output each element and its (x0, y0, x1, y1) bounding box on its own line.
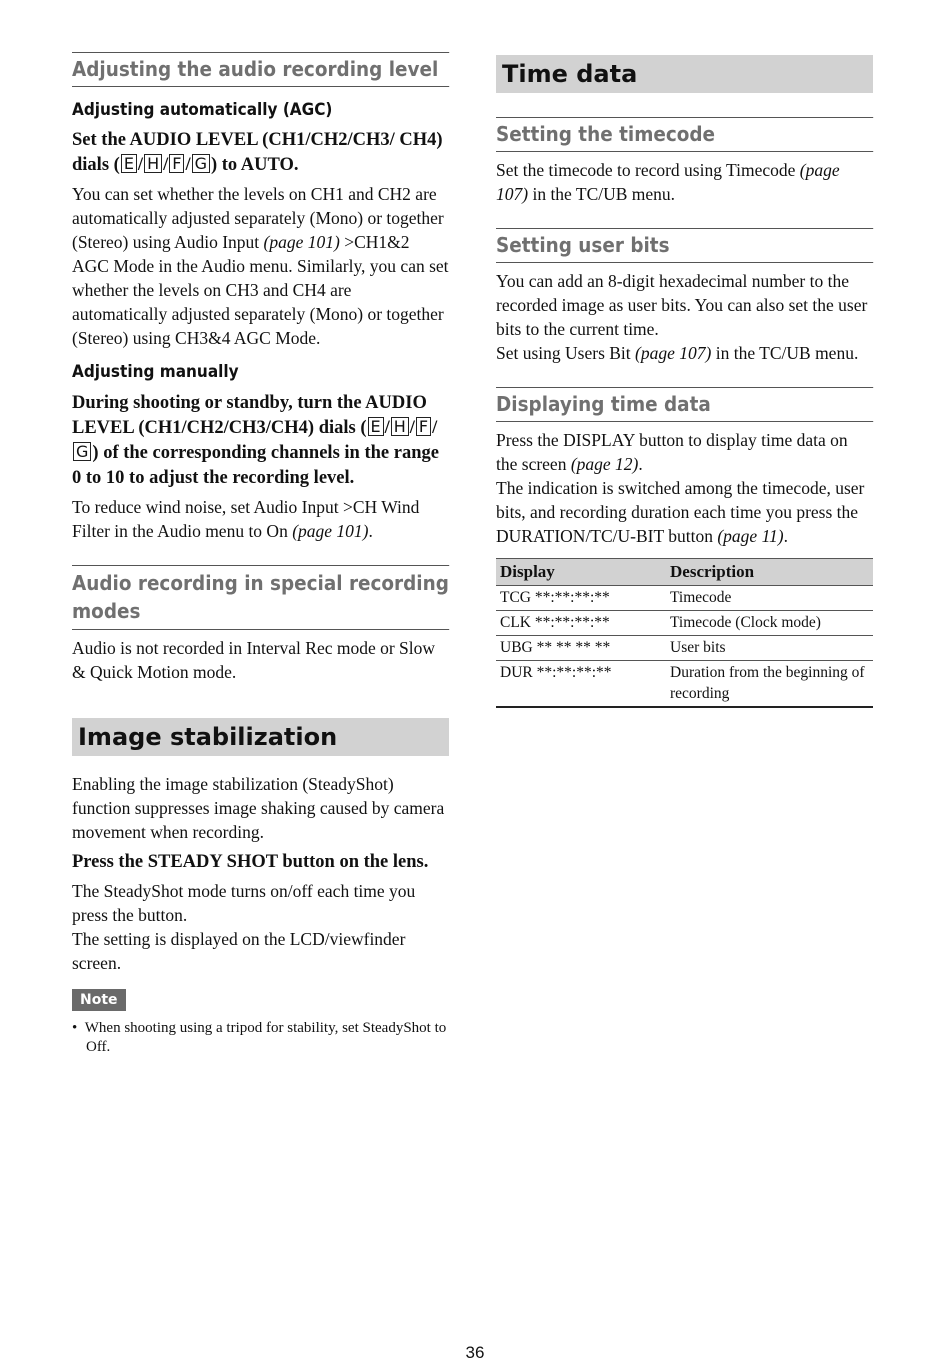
stabilization-body-1: The SteadyShot mode turns on/off each time you press the button. (72, 881, 416, 925)
user-bits-set (496, 341, 873, 365)
heading-manual: Adjusting manually (72, 362, 239, 382)
key-separator: / (137, 155, 144, 175)
step-manual-text-pre: During shooting or standby, turn the AUDIO LEVEL (CH1/CH2/CH3/CH4) dials ( (72, 393, 427, 438)
page-ref-101[interactable]: (page 101) (292, 521, 369, 541)
timecode-description (496, 158, 873, 206)
table-row (496, 611, 873, 636)
cell-display: DUR **:**:**:** (496, 661, 666, 708)
dial-e-key: E (368, 417, 384, 436)
heading-setting-user-bits: Setting user bits (496, 228, 873, 263)
heading-displaying-time-data: Displaying time data (496, 387, 873, 422)
note-text: When shooting using a tripod for stability, set SteadyShot to Off. (84, 1020, 447, 1055)
agc-description-text: You can set whether the levels on CH1 and CH2 are automatically adjusted separately (Mono) or together (Stereo) using Audio Input (72, 184, 444, 252)
manual-description-text: To reduce wind noise, set Audio Input >CH Wind Filter in the Audio menu to On (72, 497, 420, 541)
page-ref-101[interactable]: (page 101) (263, 232, 340, 252)
dial-h-key: H (391, 417, 409, 436)
key-separator: / (409, 418, 415, 438)
section-heading-audio-level: Adjusting the audio recording level (72, 52, 449, 87)
page-number: 36 (465, 1343, 485, 1362)
bullet-icon: • (72, 1020, 78, 1036)
step-steady-shot: Press the STEADY SHOT button on the lens. (72, 852, 429, 872)
section-heading-image-stabilization: Image stabilization (72, 718, 449, 756)
stabilization-intro: Enabling the image stabilization (SteadyShot) function suppresses image shaking caused by camera movement when recording. (72, 774, 445, 842)
display-description-2-text: The indication is switched among the timecode, user bits, and recording duration each time you press the DURATION/TC/U-BIT button (496, 478, 865, 546)
heading-setting-timecode: Setting the timecode (496, 117, 873, 152)
page-ref-107[interactable]: (page 107) (496, 160, 840, 204)
table-row (496, 586, 873, 611)
cell-display: TCG **:**:**:** (496, 586, 666, 611)
step-manual-text-post: ) of the corresponding channels in the range 0 to 10 to adjust the recording level. (72, 443, 439, 488)
right-column (496, 55, 873, 708)
section-heading-special-modes: Audio recording in special recording modes (72, 565, 449, 630)
display-description-2-end: . (783, 526, 788, 546)
dial-g-key: G (73, 442, 91, 461)
stabilization-body-2: The setting is displayed on the LCD/viewfinder screen. (72, 929, 406, 973)
heading-agc: Adjusting automatically (AGC) (72, 100, 333, 120)
display-description-1-end: . (638, 454, 643, 474)
step-agc-text-post: ) to AUTO. (210, 155, 299, 175)
cell-description: User bits (666, 636, 873, 661)
dial-f-key: F (169, 154, 184, 173)
table-row (496, 661, 873, 708)
time-data-table (496, 558, 873, 708)
display-description-1 (496, 428, 873, 476)
key-separator: / (163, 155, 169, 175)
timecode-description-end: in the TC/UB menu. (528, 184, 676, 204)
step-manual (72, 391, 449, 491)
table-row (496, 636, 873, 661)
agc-description (72, 182, 449, 350)
left-column (72, 52, 449, 1057)
page-ref-107[interactable]: (page 107) (635, 343, 712, 363)
cell-description: Timecode (666, 586, 873, 611)
dial-h-key: H (144, 154, 162, 173)
dial-g-key: G (192, 154, 210, 173)
dial-f-key: F (416, 417, 431, 436)
timecode-description-text: Set the timecode to record using Timecode (496, 160, 800, 180)
cell-display: UBG ** ** ** ** (496, 636, 666, 661)
column-header-display: Display (496, 559, 666, 586)
manual-description (72, 495, 449, 543)
cell-description: Duration from the beginning of recording (666, 661, 873, 708)
special-modes-description: Audio is not recorded in Interval Rec mode or Slow & Quick Motion mode. (72, 638, 436, 682)
key-separator: / (185, 155, 191, 175)
user-bits-description: You can add an 8-digit hexadecimal number to the recorded image as user bits. You can also set the user bits to the current time. (496, 271, 868, 339)
display-description-1-text: Press the DISPLAY button to display time data on the screen (496, 430, 848, 474)
page-ref-12[interactable]: (page 12) (570, 454, 639, 474)
cell-description: Timecode (Clock mode) (666, 611, 873, 636)
agc-description-text-cont: >CH1&2 AGC Mode in the Audio menu. Similarly, you can set whether the levels on CH3 and CH4 are automatically adjusted separately (Mono) or together (Stereo) using CH3&4 AGC Mode. (72, 232, 449, 348)
note-block (72, 989, 449, 1057)
page-ref-11[interactable]: (page 11) (717, 526, 784, 546)
key-separator: / (384, 418, 390, 438)
manual-description-end: . (368, 521, 373, 541)
step-agc-text-pre: Set the AUDIO LEVEL (CH1/CH2/CH3/ CH4) dials ( (72, 130, 443, 175)
table-header-row (496, 559, 873, 586)
note-badge: Note (72, 989, 126, 1011)
step-agc (72, 128, 449, 178)
user-bits-set-end: in the TC/UB menu. (711, 343, 859, 363)
user-bits-set-text: Set using Users Bit (496, 343, 636, 363)
dial-e-key: E (121, 154, 137, 173)
section-heading-time-data: Time data (496, 55, 873, 93)
key-separator: / (432, 418, 438, 438)
note-item (72, 1019, 449, 1057)
display-description-2 (496, 476, 873, 548)
column-header-description: Description (666, 559, 873, 586)
cell-display: CLK **:**:**:** (496, 611, 666, 636)
